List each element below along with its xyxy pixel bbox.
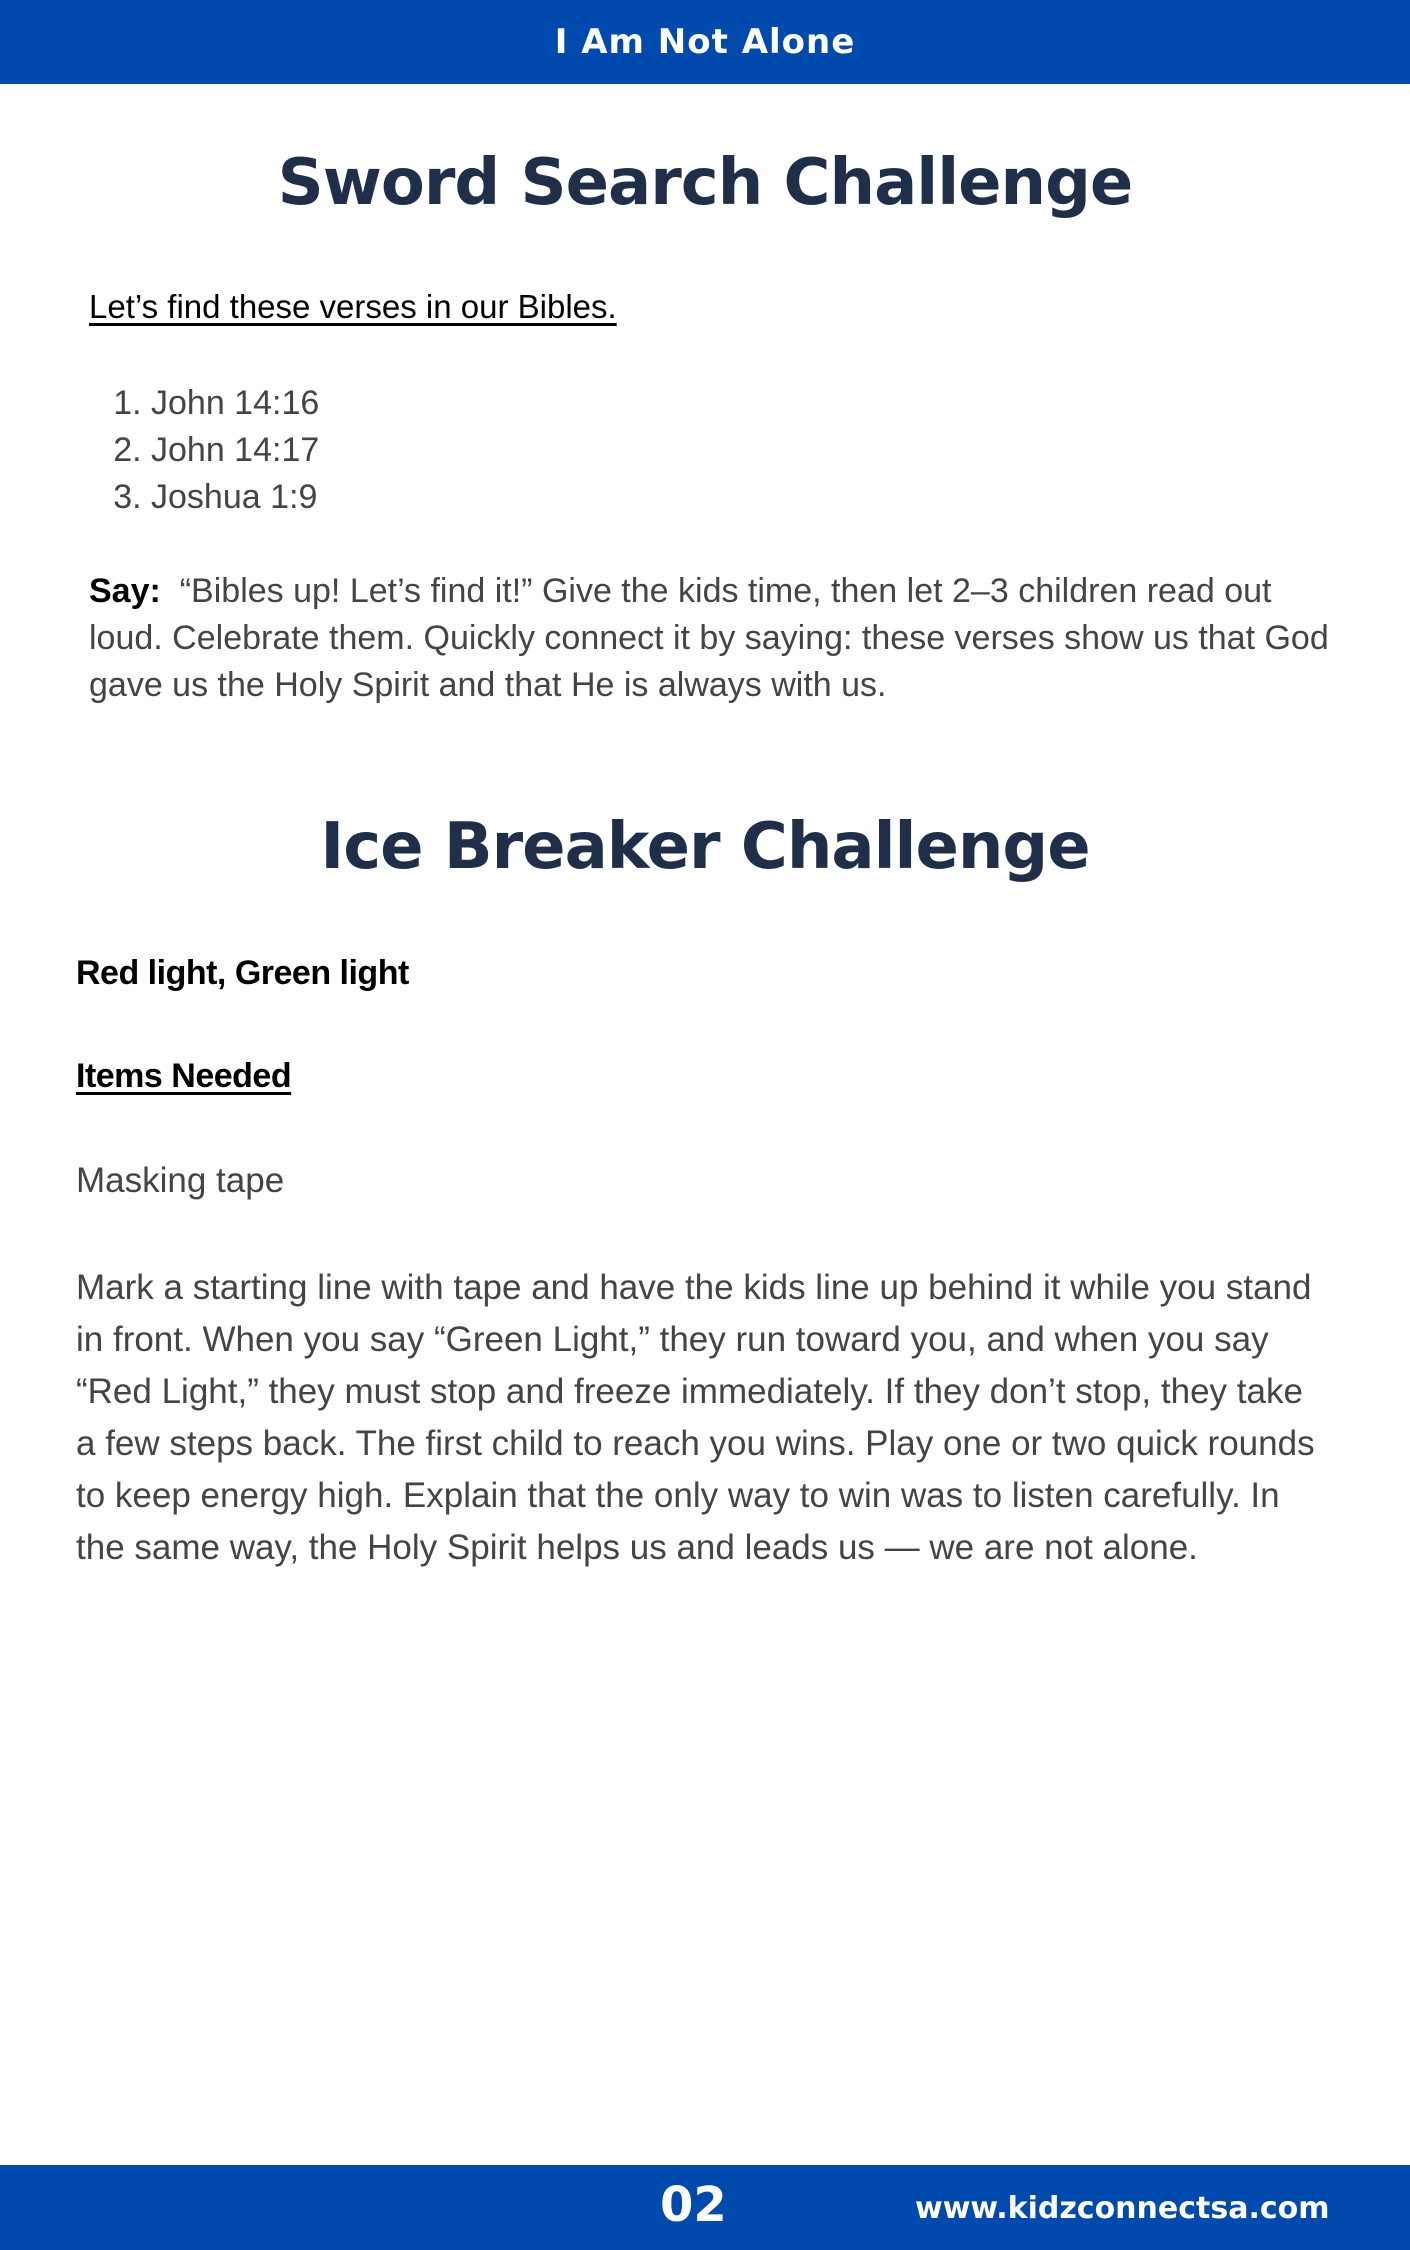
document-title: I Am Not Alone xyxy=(554,22,856,62)
game-name: Red light, Green light xyxy=(76,954,409,992)
header-bar xyxy=(0,0,1410,84)
game-instructions: Mark a starting line with tape and have the kids line up behind it while you stand in front. When you say “Green Light,” they run toward you, and when you say “Red Light,” they must stop and freeze immediately. If they don’t stop, they take a few steps back. The first child to reach you wins. Play one or two quick rounds to keep energy high. Explain that the only way to win was to listen carefully. In the same way, the Holy Spirit helps us and leads us — we are not alone. xyxy=(76,1268,1315,1567)
say-text: “Bibles up! Let’s find it!” Give the kids time, then let 2–3 children read out loud. Celebrate them. Quickly connect it by saying: these verses show us that God gave us the Holy Spirit and that He is always with us. xyxy=(89,572,1329,704)
sword-search-intro: Let’s find these verses in our Bibles. xyxy=(89,288,617,325)
verse-list xyxy=(115,380,319,521)
sword-search-title: Sword Search Challenge xyxy=(277,146,1133,220)
items-needed-heading: Items Needed xyxy=(76,1057,292,1095)
say-paragraph xyxy=(89,568,1339,709)
website-link[interactable]: www.kidzconnectsa.com xyxy=(915,2191,1330,2226)
verse-item: 2. John 14:17 xyxy=(151,427,319,474)
items-list: Masking tape xyxy=(76,1161,285,1200)
ice-breaker-title: Ice Breaker Challenge xyxy=(320,810,1090,884)
say-label: Say: xyxy=(89,572,161,610)
verse-item: 3. Joshua 1:9 xyxy=(151,474,319,521)
verse-item: 1. John 14:16 xyxy=(151,380,319,427)
footer-bar xyxy=(0,2165,1410,2250)
page-number: 02 xyxy=(660,2177,727,2233)
